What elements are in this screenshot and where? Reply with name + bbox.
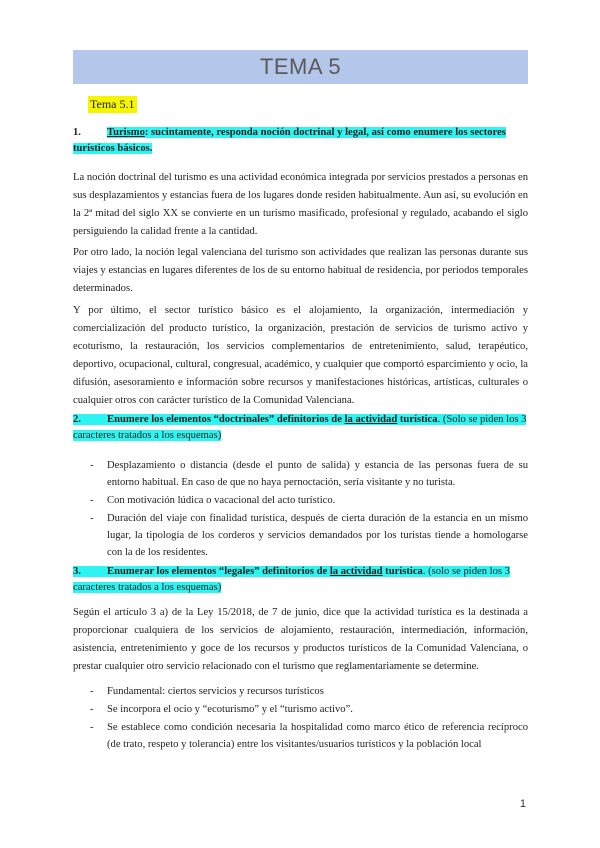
heading-text: Enumerar los elementos “legales” definitorios de bbox=[107, 566, 330, 577]
bullet-list bbox=[73, 457, 528, 562]
section-1-heading bbox=[73, 125, 528, 157]
section-3-heading bbox=[73, 564, 528, 596]
paragraph: La noción doctrinal del turismo es una actividad económica integrada por servicios prestados a personas en sus desplazamientos y estancias fuera de los lugares donde residen habitualmente. Aun así, su evolución en la 2ª mitad del siglo XX se convierte en un turismo masificado, profesional y regulado, acabando el siglo persiguiendo la calidad frente a la cantidad. bbox=[73, 172, 528, 237]
heading-text: Enumere los elementos “doctrinales” definitorios de bbox=[107, 414, 345, 425]
paragraph: Y por último, el sector turístico básico es el alojamiento, la organización, intermediación y comercialización del producto turístico, la organización, prestación de servicios de turismo activo y ecoturismo, la restauración, los servicios complementarios de entretenimiento, salud, terapéutico, deportivo, ocupacional, cultural, congresual, académico, y cualquier que comportó esparcimiento y ocio, la difusión, asesoramiento e información sobre recursos y manifestaciones históricas, artísticas, culturales o cualquier otros con carácter turístico de la Comunidad Valenciana. bbox=[73, 305, 528, 406]
section-number: 3. bbox=[73, 566, 81, 577]
heading-text-end: turística bbox=[382, 566, 423, 577]
list-item: - Se establece como condición necesaria la hospitalidad como marco ético de referencia recíproco (de trato, respeto y tolerancia) entre los visitantes/usuarios turísticos y la población local bbox=[73, 719, 528, 753]
heading-text: : sucintamente, responda noción doctrinal y legal, así como enumere los sectores turísticos básicos. bbox=[73, 127, 506, 154]
heading-underlined: la actividad bbox=[344, 414, 398, 425]
section-2-heading bbox=[73, 412, 528, 444]
list-item: - Fundamental: ciertos servicios y recursos turísticos bbox=[73, 683, 528, 700]
page-number: 1 bbox=[519, 798, 526, 810]
heading-keyword: Turismo bbox=[107, 127, 145, 138]
bullet-list bbox=[73, 683, 528, 754]
heading-text-end: turística bbox=[397, 414, 438, 425]
section-number: 2. bbox=[73, 414, 81, 425]
heading-note: . (Solo se piden los 3 caracteres tratados a los esquemas) bbox=[73, 414, 527, 441]
subtitle: Tema 5.1 bbox=[88, 96, 137, 113]
list-item: - Se incorpora el ocio y “ecoturismo” y el “turismo activo”. bbox=[73, 701, 528, 718]
heading-underlined: la actividad bbox=[329, 566, 383, 577]
heading-note: . (solo se piden los 3 caracteres tratados a los esquemas) bbox=[73, 566, 510, 593]
paragraph: Por otro lado, la noción legal valenciana del turismo son actividades que realizan las personas durante sus viajes y estancias en lugares diferentes de los de su entorno habitual de residencia, por periodos temporales determinados. bbox=[73, 247, 528, 294]
section-number: 1. bbox=[73, 127, 81, 138]
list-item: - Con motivación lúdica o vacacional del acto turístico. bbox=[73, 492, 528, 509]
list-item: - Desplazamiento o distancia (desde el punto de salida) y estancia de las personas fuera de su entorno habitual. En caso de que no haya pernoctación, sería visitante y no turista. bbox=[73, 457, 528, 491]
paragraph: Según el artículo 3 a) de la Ley 15/2018, de 7 de junio, dice que la actividad turística es la destinada a proporcionar cualquiera de los servicios de alojamiento, restauración, intermediación, información, asistencia, entretenimiento y goce de los recursos y productos turísticos de la Comunidad Valenciana, o prestar cualquier otro servicio relacionado con el turismo que reglamentariamente se determine. bbox=[73, 607, 528, 672]
page-title: TEMA 5 bbox=[73, 50, 528, 84]
list-item: - Duración del viaje con finalidad turística, después de cierta duración de la estancia en un mismo lugar, la tipología de los corderos y servicios demandados por los turistas tiende a homologarse con la de los residentes. bbox=[73, 510, 528, 561]
